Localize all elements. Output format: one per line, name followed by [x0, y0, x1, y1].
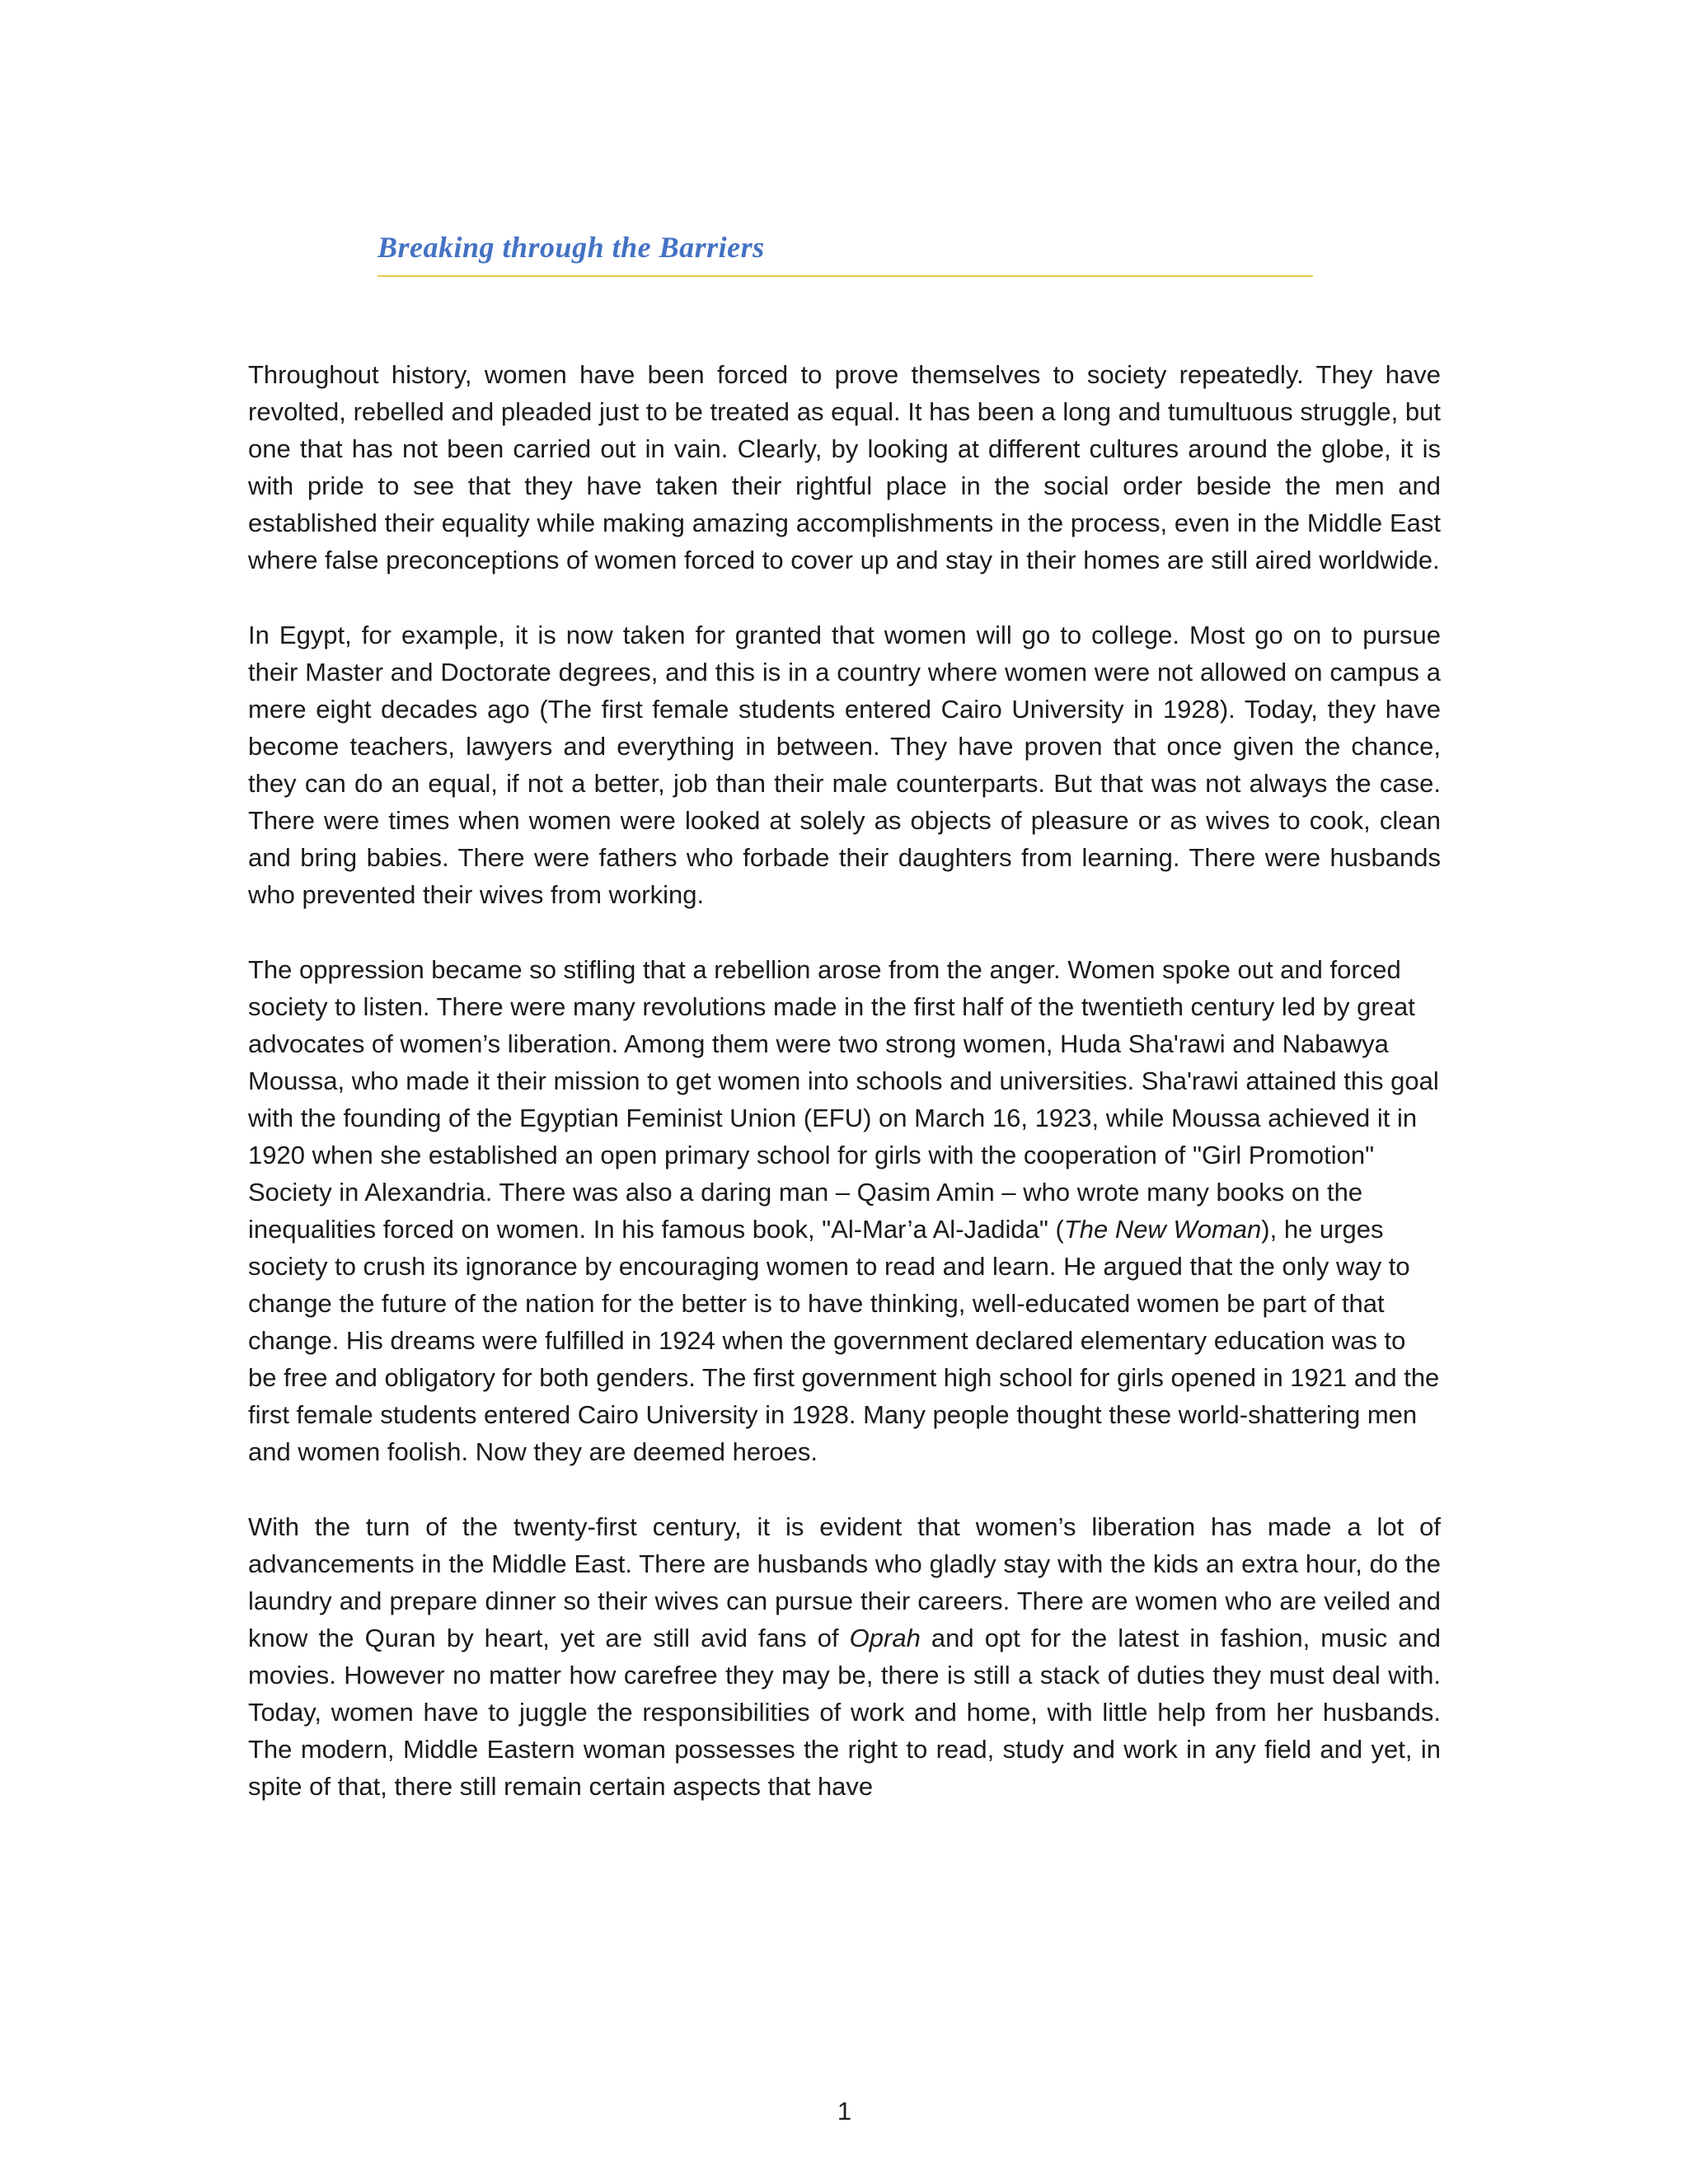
italic-text-segment: The New Woman [1063, 1215, 1262, 1244]
paragraph [248, 616, 1441, 913]
text-segment: Throughout history, women have been forced to prove themselves to society repeatedly. They have revolted, rebelled and pleaded just to be treated as equal. It has been a long and tumultuous struggle, but one that has not been carried out in vain. Clearly, by looking at different cultures around the globe, it is with pride to see that they have taken their rightful place in the social order beside the men and established their equality while making amazing accomplishments in the process, even in the Middle East where false preconceptions of women forced to cover up and stay in their homes are still aired worldwide. [248, 360, 1441, 574]
text-segment: The oppression became so stifling that a rebellion arose from the anger. Women spoke out and forced society to listen. There were many revolutions made in the first half of the twentieth century led by great advocates of women’s liberation. Among them were two strong women, Huda Sha'rawi and Nabawya Moussa, who made it their mission to get women into schools and universities. Sha'rawi attained this goal with the founding of the Egyptian Feminist Union (EFU) on March 16, 1923, while Moussa achieved it in 1920 when she established an open primary school for girls with the cooperation of "Girl Promotion" Society in Alexandria. There was also a daring man – Qasim Amin – who wrote many books on the inequalities forced on women. In his famous book, "Al-Mar’a Al-Jadida" ( [248, 955, 1439, 1244]
text-segment: In Egypt, for example, it is now taken for granted that women will go to college. Most go on to pursue their Master and Doctorate degrees, and this is in a country where women were not allowed on campus a mere eight decades ago (The first female students entered Cairo University in 1928). Today, they have become teachers, lawyers and everything in between. They have proven that once given the chance, they can do an equal, if not a better, job than their male counterparts. But that was not always the case. There were times when women were looked at solely as objects of pleasure or as wives to cook, clean and bring babies. There were fathers who forbade their daughters from learning. There were husbands who prevented their wives from working. [248, 621, 1441, 909]
title-rule [377, 275, 1313, 277]
text-segment: and opt for the latest in fashion, music and movies. However no matter how carefree they may be, there is still a stack of duties they must deal with. Today, women have to juggle the responsibilities of work and home, with little help from her husbands. The modern, Middle Eastern woman possesses the right to read, study and work in any field and yet, in spite of that, there still remain certain aspects that have [248, 1624, 1442, 1801]
paragraph [248, 951, 1441, 1470]
italic-text-segment: Oprah [849, 1624, 921, 1652]
paragraph [248, 356, 1441, 579]
text-segment: ), he urges society to crush its ignorance by encouraging women to read and learn. He argued that the only way to change the future of the nation for the better is to have thinking, well-educated women be part of that change. His dreams were fulfilled in 1924 when the government declared elementary education was to be free and obligatory for both genders. The first government high school for girls opened in 1921 and the first female students entered Cairo University in 1928. Many people thought these world-shattering men and women foolish. Now they are deemed heroes. [248, 1215, 1440, 1466]
page-number: 1 [837, 2097, 852, 2125]
document-body [248, 356, 1441, 1805]
document-title: Breaking through the Barriers [377, 231, 765, 264]
title-block [377, 229, 1441, 277]
paragraph [248, 1508, 1441, 1805]
document-content [248, 229, 1441, 1843]
text-segment: With the turn of the twenty-first century, it is evident that women’s liberation has made a lot of advancements in the Middle East. There are husbands who gladly stay with the kids an extra hour, do the laundry and prepare dinner so their wives can pursue their careers. There are women who are veiled and know the Quran by heart, yet are still avid fans of [248, 1512, 1441, 1652]
